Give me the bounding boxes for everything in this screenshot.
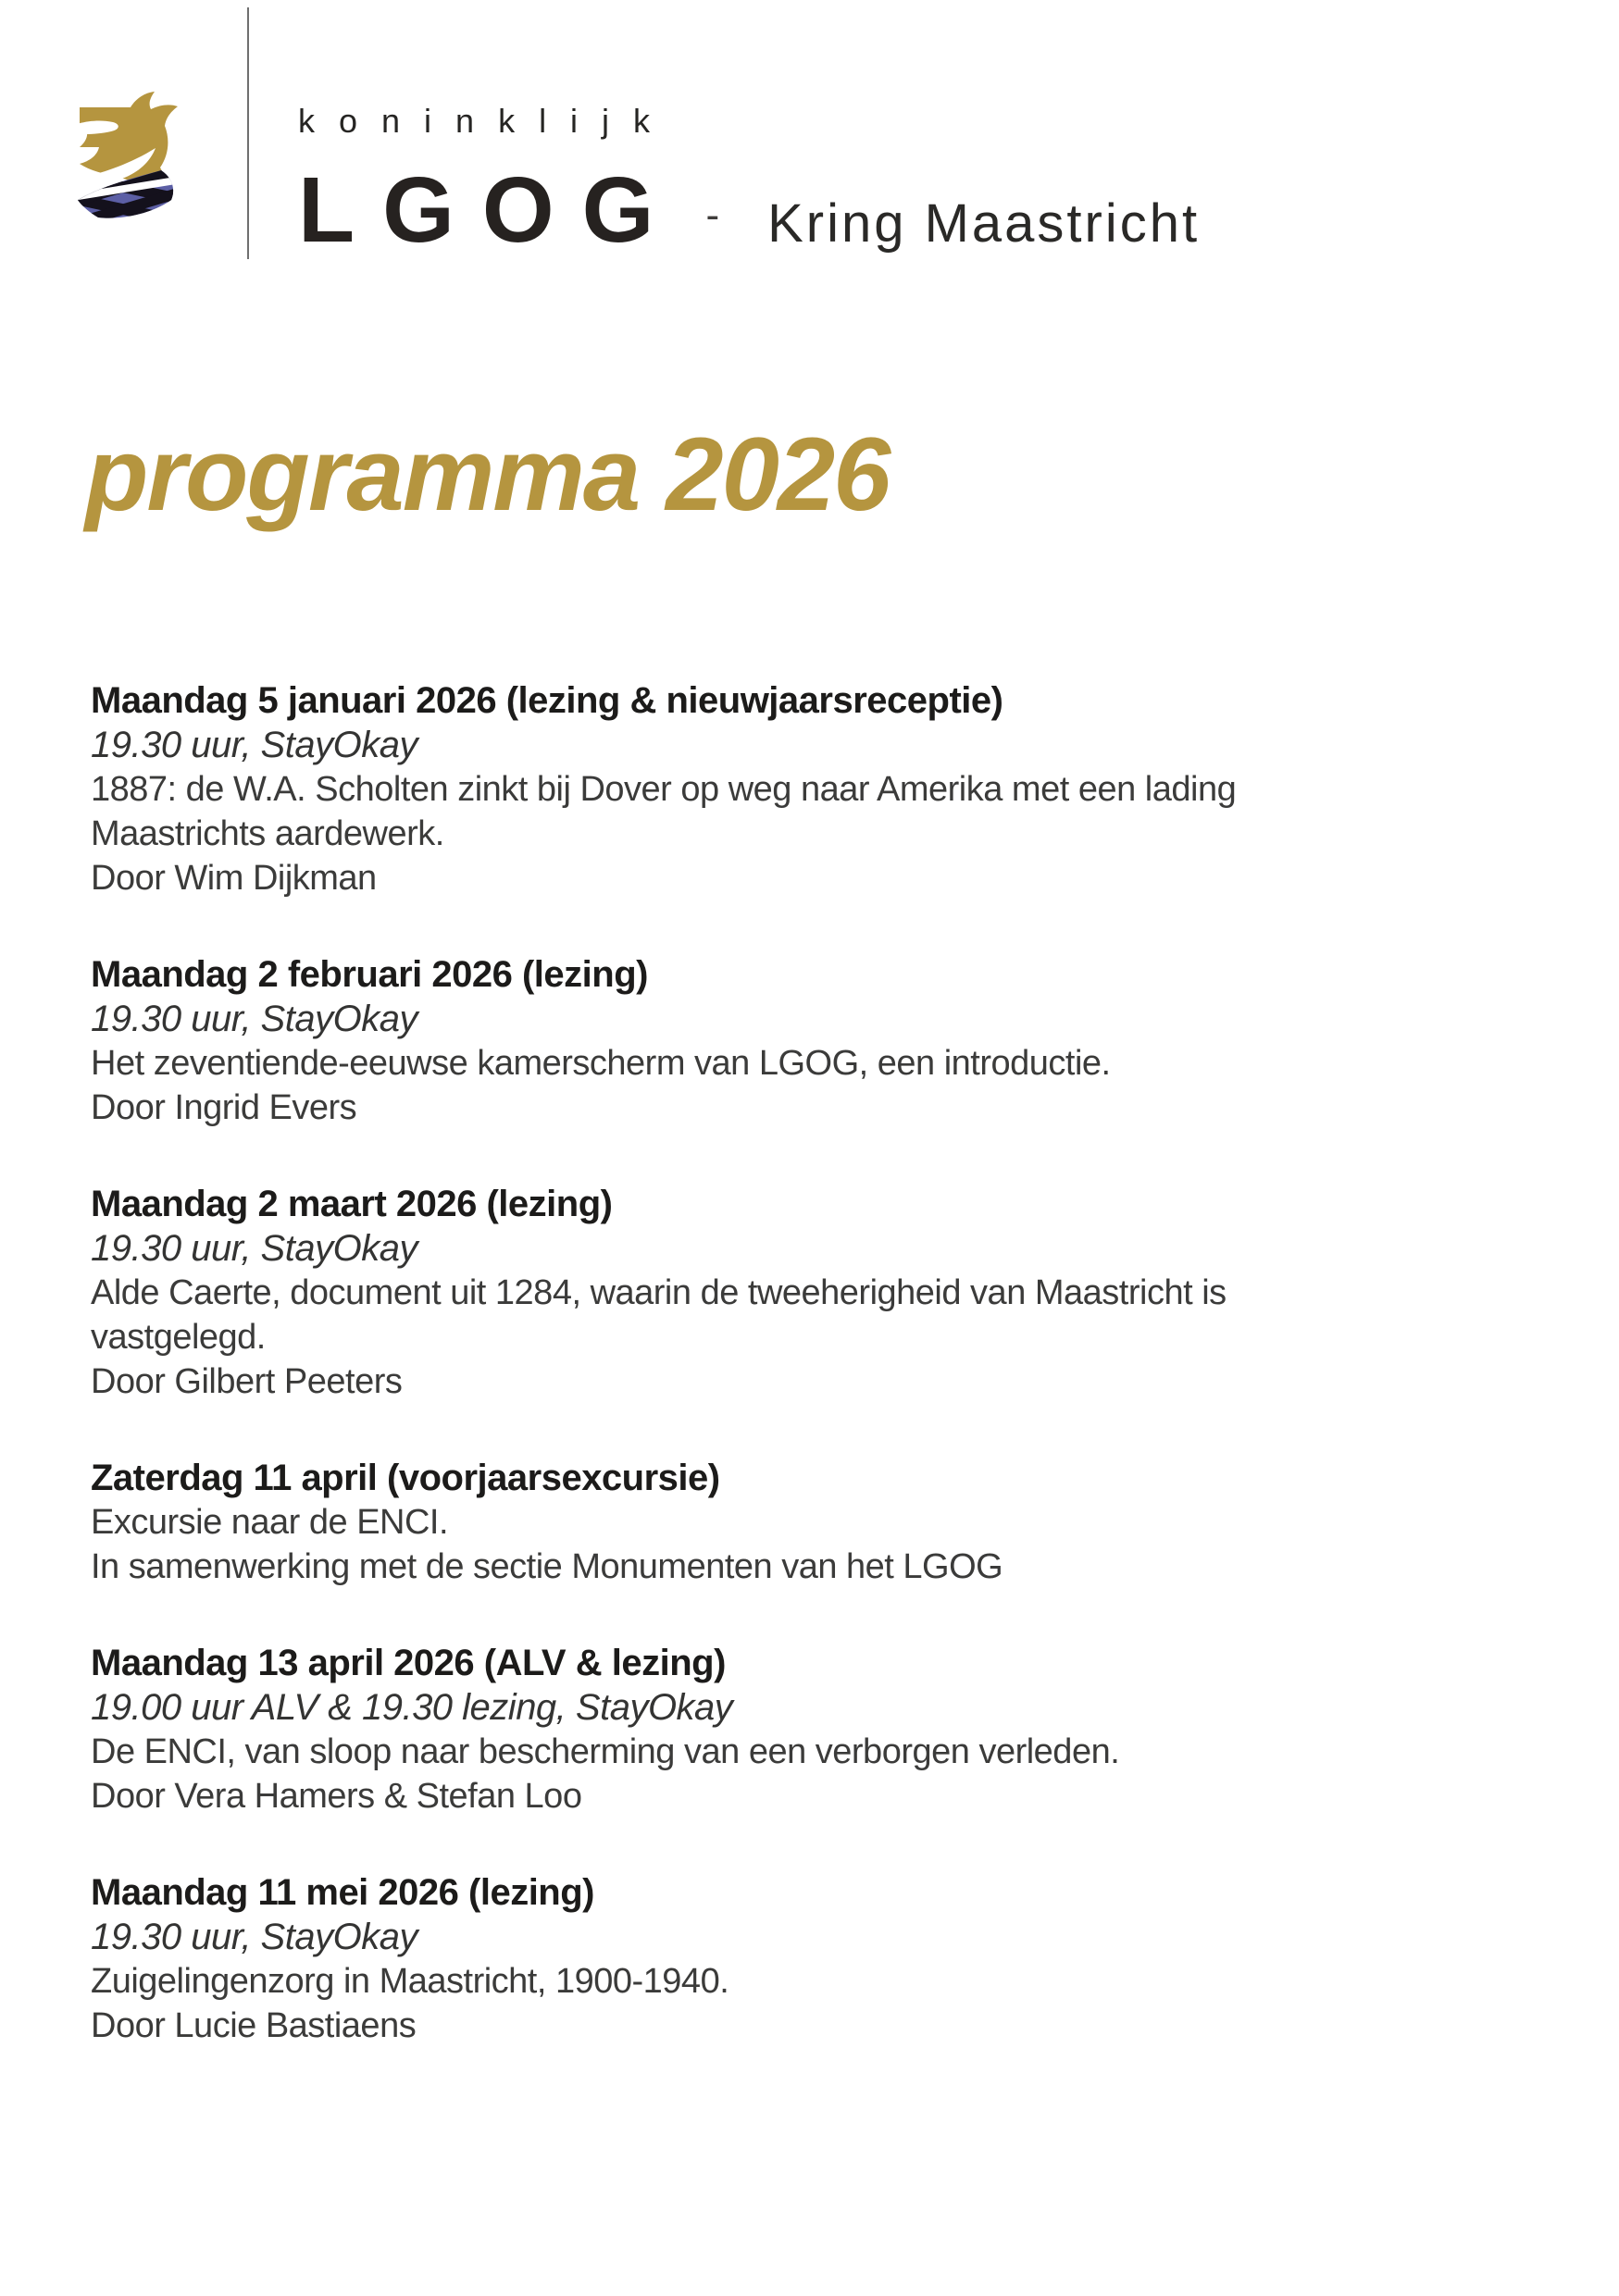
event-description: Alde Caerte, document uit 1284, waarin de tweeherigheid van Maastricht is vastgelegd. — [91, 1273, 1227, 1357]
event-time: 19.30 uur, StayOkay — [91, 999, 417, 1039]
brand-separator: - — [705, 192, 720, 238]
kring-maastricht-label: Kring Maastricht — [767, 193, 1201, 254]
event-date: Maandag 2 februari 2026 (lezing) — [91, 954, 648, 995]
koninklijk-label: koninklijk — [298, 102, 675, 140]
event-date: Maandag 2 maart 2026 (lezing) — [91, 1184, 613, 1224]
page-title: programma 2026 — [85, 416, 890, 532]
header-divider — [247, 7, 249, 259]
event-description: Zuigelingenzorg in Maastricht, 1900-1940. — [91, 1962, 729, 2001]
event-time: 19.00 uur ALV & 19.30 lezing, StayOkay — [91, 1687, 733, 1728]
event-block — [91, 1456, 1354, 1589]
event-time: 19.30 uur, StayOkay — [91, 725, 417, 765]
event-speaker: Door Wim Dijkman — [91, 859, 377, 898]
brand-row — [298, 158, 1201, 262]
event-block — [91, 678, 1354, 900]
event-speaker: Door Ingrid Evers — [91, 1088, 357, 1127]
event-date: Maandag 5 januari 2026 (lezing & nieuwjaarsreceptie) — [91, 680, 1003, 721]
event-block — [91, 1641, 1354, 1818]
event-block — [91, 1182, 1354, 1404]
event-date: Maandag 11 mei 2026 (lezing) — [91, 1872, 594, 1913]
event-block — [91, 1870, 1354, 2048]
events-list — [91, 678, 1354, 2048]
event-date: Maandag 13 april 2026 (ALV & lezing) — [91, 1643, 726, 1683]
event-description: De ENCI, van sloop naar bescherming van een verborgen verleden. — [91, 1732, 1120, 1771]
event-speaker: Door Vera Hamers & Stefan Loo — [91, 1777, 582, 1816]
lgog-wordmark: LGOG — [298, 158, 682, 262]
event-speaker: Door Gilbert Peeters — [91, 1362, 403, 1401]
event-time: 19.30 uur, StayOkay — [91, 1228, 417, 1269]
event-date: Zaterdag 11 april (voorjaarsexcursie) — [91, 1458, 720, 1498]
event-description: Excursie naar de ENCI. — [91, 1503, 449, 1542]
event-note: In samenwerking met de sectie Monumenten van het LGOG — [91, 1547, 1003, 1586]
event-speaker: Door Lucie Bastiaens — [91, 2006, 417, 2045]
event-description: 1887: de W.A. Scholten zinkt bij Dover op weg naar Amerika met een lading Maastrichts aardewerk. — [91, 770, 1237, 853]
event-time: 19.30 uur, StayOkay — [91, 1917, 417, 1957]
event-block — [91, 952, 1354, 1130]
event-description: Het zeventiende-eeuwse kamerscherm van LGOG, een introductie. — [91, 1044, 1111, 1083]
lgog-crest-logo — [51, 91, 201, 220]
